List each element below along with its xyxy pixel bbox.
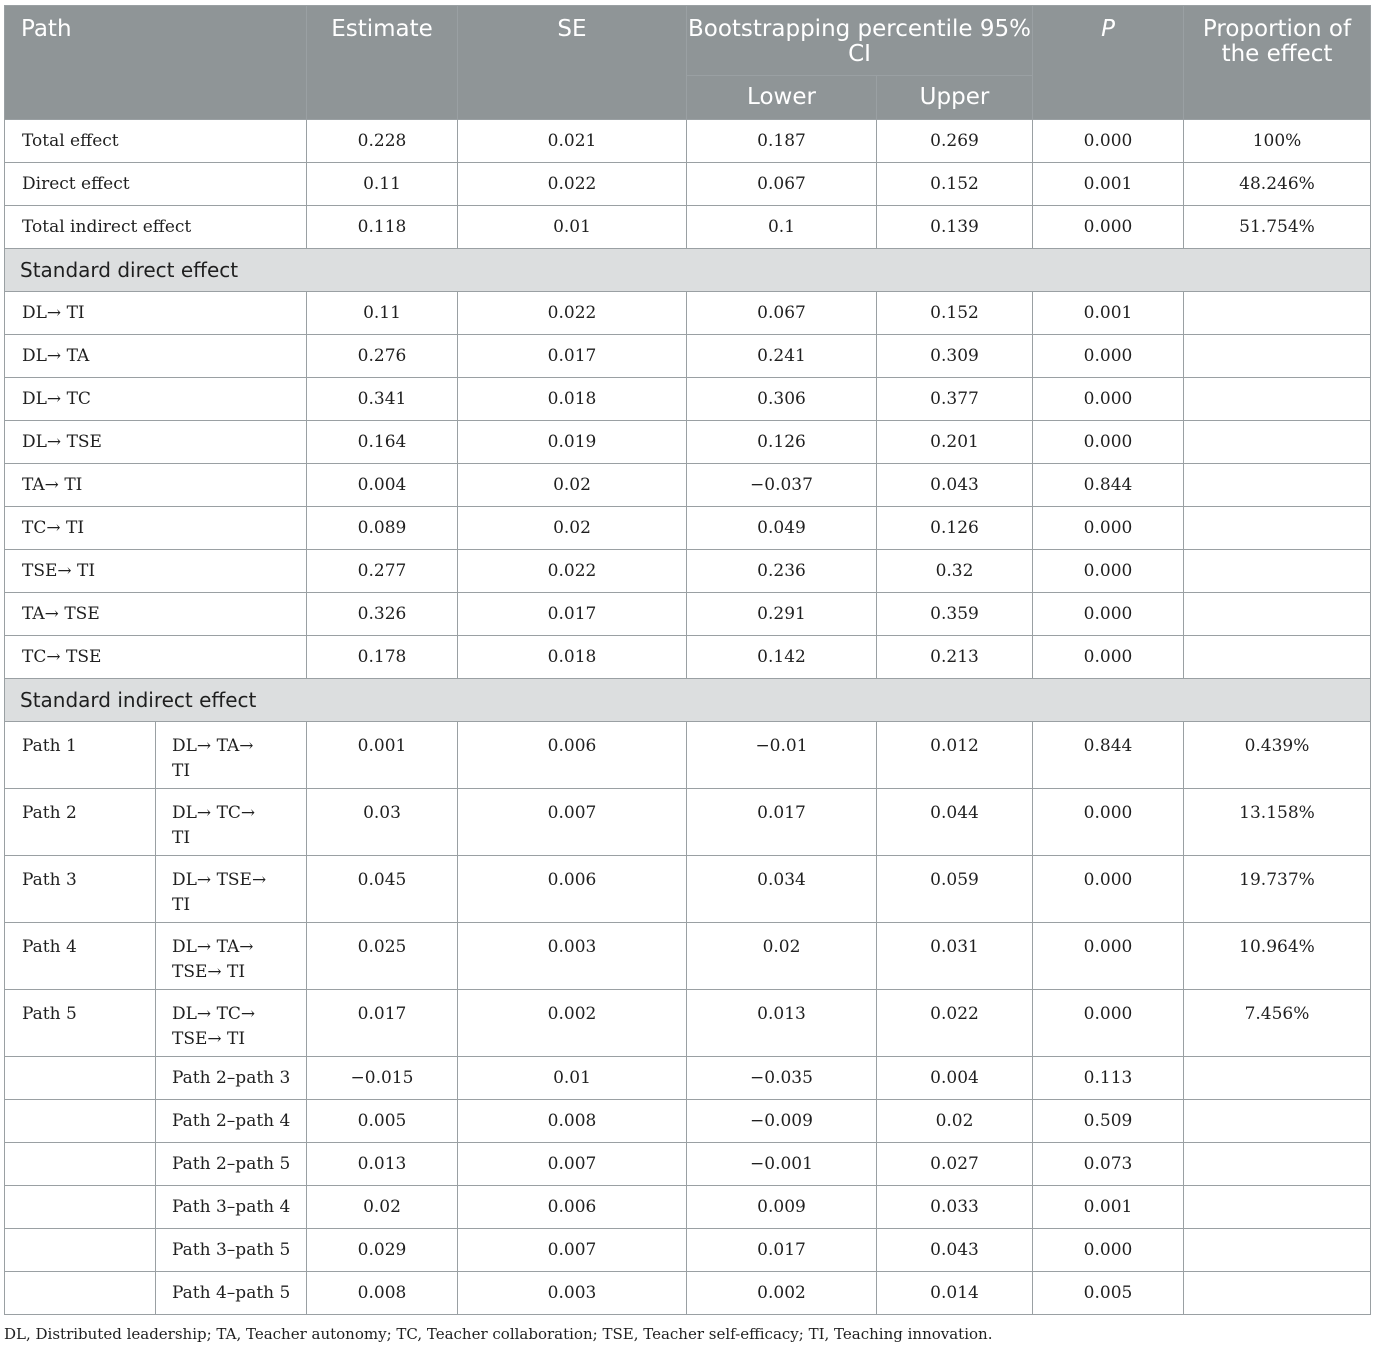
- cell-upper: 0.004: [877, 1057, 1033, 1100]
- cell-estimate: 0.045: [307, 856, 458, 923]
- cell-se: 0.018: [458, 636, 687, 679]
- cell-upper: 0.32: [877, 550, 1033, 593]
- cell-p: 0.000: [1033, 990, 1184, 1057]
- cell-upper: 0.012: [877, 722, 1033, 789]
- path-description-line: DL→ TSE→: [172, 870, 267, 890]
- table-row: [5, 1272, 1371, 1315]
- cell-proportion: [1184, 507, 1371, 550]
- cell-estimate: 0.089: [307, 507, 458, 550]
- table-row: [5, 593, 1371, 636]
- cell-proportion: [1184, 1057, 1371, 1100]
- table-row: [5, 163, 1371, 206]
- header-path: Path: [5, 6, 307, 120]
- cell-estimate: −0.015: [307, 1057, 458, 1100]
- cell-upper: 0.014: [877, 1272, 1033, 1315]
- cell-se: 0.008: [458, 1100, 687, 1143]
- cell-proportion: [1184, 550, 1371, 593]
- cell-estimate: 0.11: [307, 163, 458, 206]
- cell-upper: 0.02: [877, 1100, 1033, 1143]
- cell-p: 0.000: [1033, 507, 1184, 550]
- cell-se: 0.006: [458, 1186, 687, 1229]
- cell-proportion: 10.964%: [1184, 923, 1371, 990]
- cell-se: 0.007: [458, 1143, 687, 1186]
- cell-estimate: 0.017: [307, 990, 458, 1057]
- mediation-results-table: [4, 5, 1371, 1315]
- cell-estimate: 0.164: [307, 421, 458, 464]
- cell-estimate: 0.11: [307, 292, 458, 335]
- table-row: [5, 1100, 1371, 1143]
- cell-p: 0.000: [1033, 923, 1184, 990]
- header-ci: Bootstrapping percentile 95% CI: [687, 6, 1033, 76]
- cell-proportion: [1184, 378, 1371, 421]
- cell-estimate: 0.001: [307, 722, 458, 789]
- cell-se: 0.017: [458, 335, 687, 378]
- contrast-label: Path 3–path 4: [156, 1186, 307, 1229]
- cell-upper: 0.201: [877, 421, 1033, 464]
- cell-lower: 0.017: [687, 1229, 877, 1272]
- path-description: [156, 856, 307, 923]
- cell-p: 0.000: [1033, 335, 1184, 378]
- cell-estimate: 0.341: [307, 378, 458, 421]
- header-p: P: [1033, 6, 1184, 120]
- cell-p: 0.001: [1033, 292, 1184, 335]
- contrast-label: Path 4–path 5: [156, 1272, 307, 1315]
- cell-upper: 0.044: [877, 789, 1033, 856]
- cell-lower: −0.001: [687, 1143, 877, 1186]
- cell-proportion: 19.737%: [1184, 856, 1371, 923]
- cell-proportion: 13.158%: [1184, 789, 1371, 856]
- cell-estimate: 0.118: [307, 206, 458, 249]
- cell-lower: −0.01: [687, 722, 877, 789]
- cell-estimate: 0.178: [307, 636, 458, 679]
- row-label: TSE→ TI: [5, 550, 307, 593]
- empty-cell: [5, 1100, 156, 1143]
- cell-lower: 0.049: [687, 507, 877, 550]
- cell-estimate: 0.004: [307, 464, 458, 507]
- table-header: [5, 6, 1371, 120]
- cell-proportion: 100%: [1184, 120, 1371, 163]
- cell-se: 0.01: [458, 206, 687, 249]
- path-name: Path 4: [5, 923, 156, 990]
- cell-se: 0.02: [458, 507, 687, 550]
- path-description-line: DL→ TA→: [172, 736, 254, 756]
- table-footnote: DL, Distributed leadership; TA, Teacher autonomy; TC, Teacher collaboration; TSE, Teacher self-efficacy; TI, Teaching innovation.: [4, 1325, 993, 1343]
- results-table-container: [4, 5, 1370, 1315]
- cell-upper: 0.213: [877, 636, 1033, 679]
- header-se: SE: [458, 6, 687, 120]
- cell-se: 0.003: [458, 923, 687, 990]
- cell-estimate: 0.277: [307, 550, 458, 593]
- cell-se: 0.019: [458, 421, 687, 464]
- cell-lower: 0.002: [687, 1272, 877, 1315]
- cell-se: 0.002: [458, 990, 687, 1057]
- path-description-line: TI: [172, 761, 191, 781]
- cell-lower: 0.236: [687, 550, 877, 593]
- cell-estimate: 0.008: [307, 1272, 458, 1315]
- table-row: [5, 1057, 1371, 1100]
- empty-cell: [5, 1186, 156, 1229]
- table-row: [5, 464, 1371, 507]
- path-name: Path 5: [5, 990, 156, 1057]
- cell-lower: 0.291: [687, 593, 877, 636]
- path-name: Path 1: [5, 722, 156, 789]
- cell-lower: −0.037: [687, 464, 877, 507]
- cell-p: 0.000: [1033, 1229, 1184, 1272]
- cell-lower: 0.017: [687, 789, 877, 856]
- cell-proportion: 48.246%: [1184, 163, 1371, 206]
- cell-proportion: [1184, 593, 1371, 636]
- cell-p: 0.005: [1033, 1272, 1184, 1315]
- cell-se: 0.007: [458, 1229, 687, 1272]
- cell-upper: 0.309: [877, 335, 1033, 378]
- cell-proportion: 51.754%: [1184, 206, 1371, 249]
- cell-upper: 0.043: [877, 464, 1033, 507]
- cell-se: 0.01: [458, 1057, 687, 1100]
- cell-se: 0.006: [458, 856, 687, 923]
- cell-p: 0.509: [1033, 1100, 1184, 1143]
- cell-lower: 0.013: [687, 990, 877, 1057]
- cell-lower: 0.142: [687, 636, 877, 679]
- cell-lower: 0.241: [687, 335, 877, 378]
- cell-proportion: [1184, 1229, 1371, 1272]
- path-description: [156, 722, 307, 789]
- cell-lower: 0.306: [687, 378, 877, 421]
- cell-se: 0.022: [458, 292, 687, 335]
- path-name: Path 2: [5, 789, 156, 856]
- table-row: [5, 507, 1371, 550]
- cell-upper: 0.359: [877, 593, 1033, 636]
- cell-estimate: 0.029: [307, 1229, 458, 1272]
- row-label: TC→ TI: [5, 507, 307, 550]
- table-row: [5, 421, 1371, 464]
- cell-estimate: 0.005: [307, 1100, 458, 1143]
- cell-estimate: 0.276: [307, 335, 458, 378]
- row-label: Total effect: [5, 120, 307, 163]
- cell-proportion: [1184, 464, 1371, 507]
- cell-upper: 0.139: [877, 206, 1033, 249]
- header-lower: Lower: [687, 76, 877, 120]
- cell-proportion: [1184, 335, 1371, 378]
- header-estimate: Estimate: [307, 6, 458, 120]
- cell-p: 0.000: [1033, 789, 1184, 856]
- table-row: [5, 856, 1371, 923]
- empty-cell: [5, 1229, 156, 1272]
- cell-proportion: 0.439%: [1184, 722, 1371, 789]
- cell-p: 0.000: [1033, 378, 1184, 421]
- row-label: DL→ TI: [5, 292, 307, 335]
- path-description-line: TSE→ TI: [172, 962, 246, 982]
- cell-proportion: 7.456%: [1184, 990, 1371, 1057]
- cell-p: 0.000: [1033, 856, 1184, 923]
- table-row: [5, 722, 1371, 789]
- cell-estimate: 0.025: [307, 923, 458, 990]
- row-label: TC→ TSE: [5, 636, 307, 679]
- table-row: [5, 120, 1371, 163]
- cell-p: 0.000: [1033, 593, 1184, 636]
- table-row: [5, 292, 1371, 335]
- cell-proportion: [1184, 421, 1371, 464]
- cell-proportion: [1184, 636, 1371, 679]
- cell-lower: 0.02: [687, 923, 877, 990]
- cell-se: 0.007: [458, 789, 687, 856]
- table-row: [5, 1229, 1371, 1272]
- table-row: [5, 335, 1371, 378]
- path-description-line: TI: [172, 895, 191, 915]
- cell-upper: 0.152: [877, 292, 1033, 335]
- cell-upper: 0.126: [877, 507, 1033, 550]
- path-description: [156, 990, 307, 1057]
- path-description-line: TI: [172, 828, 191, 848]
- row-label: Direct effect: [5, 163, 307, 206]
- cell-proportion: [1184, 1143, 1371, 1186]
- cell-se: 0.003: [458, 1272, 687, 1315]
- path-description-line: TSE→ TI: [172, 1029, 246, 1049]
- cell-lower: 0.1: [687, 206, 877, 249]
- path-description-line: DL→ TC→: [172, 1004, 256, 1024]
- row-label: DL→ TSE: [5, 421, 307, 464]
- cell-upper: 0.033: [877, 1186, 1033, 1229]
- cell-se: 0.02: [458, 464, 687, 507]
- cell-estimate: 0.03: [307, 789, 458, 856]
- empty-cell: [5, 1272, 156, 1315]
- cell-proportion: [1184, 292, 1371, 335]
- contrast-label: Path 2–path 3: [156, 1057, 307, 1100]
- table-row: [5, 1186, 1371, 1229]
- table-row: [5, 550, 1371, 593]
- cell-proportion: [1184, 1100, 1371, 1143]
- cell-lower: 0.009: [687, 1186, 877, 1229]
- cell-lower: −0.035: [687, 1057, 877, 1100]
- cell-upper: 0.269: [877, 120, 1033, 163]
- row-label: Total indirect effect: [5, 206, 307, 249]
- cell-p: 0.113: [1033, 1057, 1184, 1100]
- cell-se: 0.022: [458, 163, 687, 206]
- row-label: TA→ TSE: [5, 593, 307, 636]
- row-label: DL→ TA: [5, 335, 307, 378]
- empty-cell: [5, 1057, 156, 1100]
- cell-estimate: 0.326: [307, 593, 458, 636]
- cell-p: 0.000: [1033, 550, 1184, 593]
- cell-se: 0.018: [458, 378, 687, 421]
- table-row: [5, 636, 1371, 679]
- cell-p: 0.000: [1033, 206, 1184, 249]
- table-row: [5, 1143, 1371, 1186]
- cell-se: 0.006: [458, 722, 687, 789]
- path-description: [156, 923, 307, 990]
- cell-lower: 0.034: [687, 856, 877, 923]
- cell-se: 0.022: [458, 550, 687, 593]
- cell-lower: 0.187: [687, 120, 877, 163]
- cell-p: 0.000: [1033, 636, 1184, 679]
- table-body: [5, 120, 1371, 1315]
- header-upper: Upper: [877, 76, 1033, 120]
- cell-p: 0.844: [1033, 464, 1184, 507]
- cell-upper: 0.022: [877, 990, 1033, 1057]
- cell-upper: 0.027: [877, 1143, 1033, 1186]
- path-description-line: DL→ TC→: [172, 803, 256, 823]
- path-description-line: DL→ TA→: [172, 937, 254, 957]
- table-row: [5, 206, 1371, 249]
- cell-lower: 0.067: [687, 163, 877, 206]
- section-header-direct: [5, 249, 1371, 292]
- table-row: [5, 990, 1371, 1057]
- table-row: [5, 378, 1371, 421]
- cell-proportion: [1184, 1186, 1371, 1229]
- path-name: Path 3: [5, 856, 156, 923]
- contrast-label: Path 2–path 4: [156, 1100, 307, 1143]
- path-description: [156, 789, 307, 856]
- cell-estimate: 0.02: [307, 1186, 458, 1229]
- cell-upper: 0.031: [877, 923, 1033, 990]
- empty-cell: [5, 1143, 156, 1186]
- table-row: [5, 923, 1371, 990]
- cell-se: 0.017: [458, 593, 687, 636]
- row-label: TA→ TI: [5, 464, 307, 507]
- cell-lower: −0.009: [687, 1100, 877, 1143]
- cell-p: 0.000: [1033, 120, 1184, 163]
- cell-lower: 0.067: [687, 292, 877, 335]
- cell-lower: 0.126: [687, 421, 877, 464]
- contrast-label: Path 2–path 5: [156, 1143, 307, 1186]
- cell-estimate: 0.228: [307, 120, 458, 163]
- row-label: DL→ TC: [5, 378, 307, 421]
- section-title: Standard indirect effect: [5, 679, 1371, 722]
- header-proportion: Proportion of the effect: [1184, 6, 1371, 120]
- cell-upper: 0.377: [877, 378, 1033, 421]
- cell-p: 0.073: [1033, 1143, 1184, 1186]
- contrast-label: Path 3–path 5: [156, 1229, 307, 1272]
- table-row: [5, 789, 1371, 856]
- cell-se: 0.021: [458, 120, 687, 163]
- section-title: Standard direct effect: [5, 249, 1371, 292]
- cell-p: 0.001: [1033, 163, 1184, 206]
- cell-upper: 0.059: [877, 856, 1033, 923]
- cell-p: 0.000: [1033, 421, 1184, 464]
- cell-p: 0.844: [1033, 722, 1184, 789]
- cell-upper: 0.043: [877, 1229, 1033, 1272]
- cell-upper: 0.152: [877, 163, 1033, 206]
- section-header-indirect: [5, 679, 1371, 722]
- cell-p: 0.001: [1033, 1186, 1184, 1229]
- cell-proportion: [1184, 1272, 1371, 1315]
- cell-estimate: 0.013: [307, 1143, 458, 1186]
